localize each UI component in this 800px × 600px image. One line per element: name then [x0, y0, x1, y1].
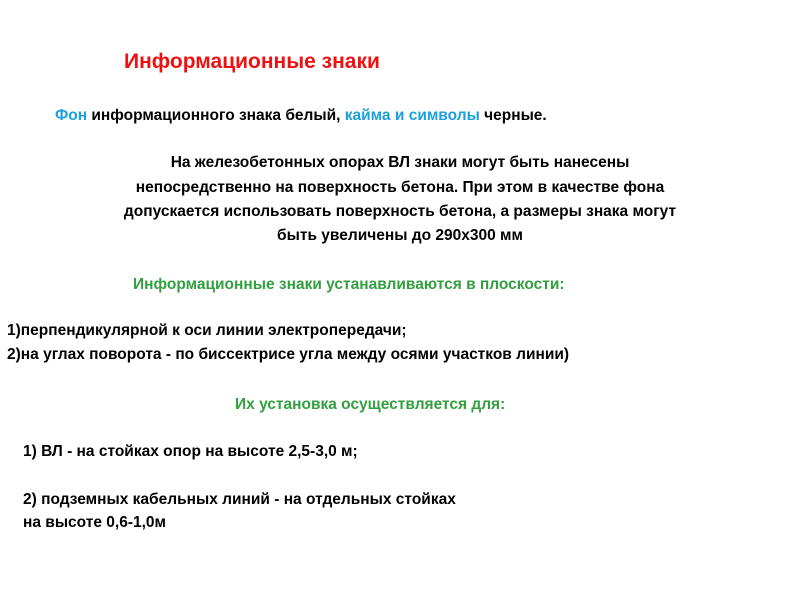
install-item-1: 1) ВЛ - на стойках опор на высоте 2,5-3,0 м; [23, 443, 358, 460]
slide-title: Информационные знаки [124, 50, 380, 73]
paragraph-line-3: допускается использовать поверхность бетона, а размеры знака могут [123, 203, 677, 220]
paragraph-line-1: На железобетонных опорах ВЛ знаки могут быть нанесены [170, 154, 630, 171]
paragraph-line-2: непосредственно на поверхность бетона. При этом в качестве фона [135, 179, 665, 196]
background-text-2: черные. [479, 107, 547, 124]
plane-item-2: 2)на углах поворота - по биссектрисе угла между осями участков линии) [7, 346, 570, 363]
planes-heading: Информационные знаки устанавливаются в плоскости: [133, 276, 565, 293]
background-text-1: информационного знака белый, [87, 107, 345, 124]
background-word: Фон [55, 107, 88, 124]
install-item-2-continuation: на высоте 0,6-1,0м [23, 514, 166, 531]
install-heading: Их установка осуществляется для: [235, 396, 506, 413]
border-symbols-phrase: кайма и символы [344, 107, 480, 124]
background-color-line [55, 106, 547, 125]
plane-item-1: 1)перпендикулярной к оси линии электропередачи; [7, 322, 407, 339]
install-item-2: 2) подземных кабельных линий - на отдельных стойках [23, 491, 456, 508]
paragraph-line-4: быть увеличены до 290х300 мм [277, 227, 523, 244]
